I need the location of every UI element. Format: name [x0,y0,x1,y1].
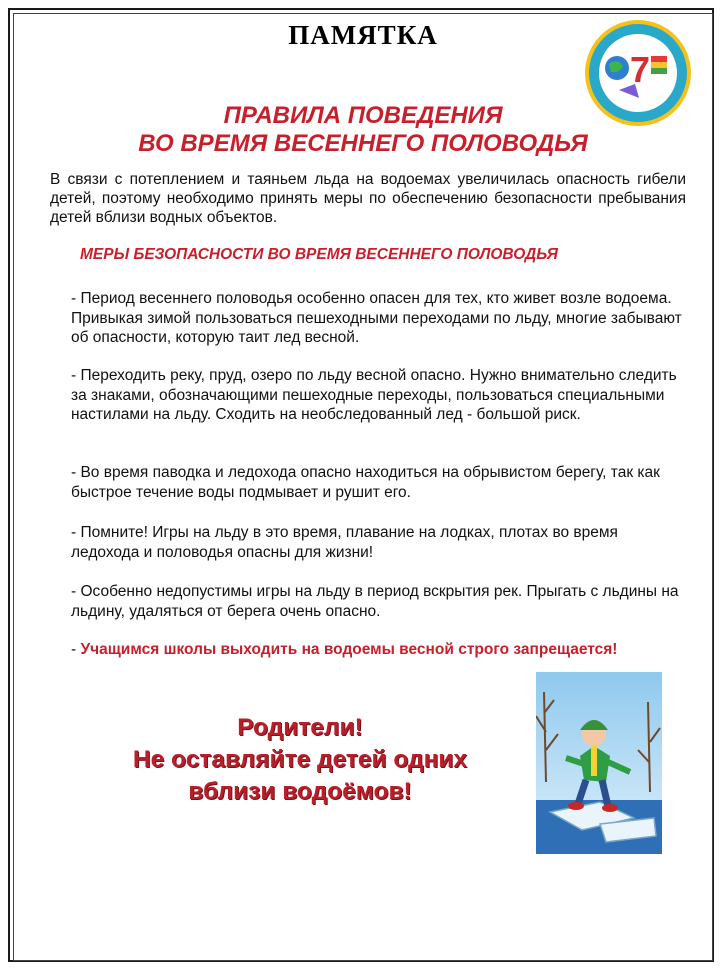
parents-appeal-line-2: Не оставляйте детей одних [132,746,468,773]
document-title: ПАМЯТКА [288,20,438,50]
rule-4: - Помните! Игры на льду в это время, плавание на лодках, плотах во время ледохода и половодья опасны для жизни! [71,524,618,561]
parents-appeal-line-1: Родители! [237,714,363,741]
warning-line [71,640,686,660]
parents-appeal [110,712,490,808]
child-on-ice-illustration [536,672,662,854]
rule-1: - Период весеннего половодья особенно опасен для тех, кто живет возле водоема. Привыкая зимой пользоваться пешеходными переходами по льду, многие забывают об опасности, которую таит лед весной. [71,290,682,346]
warning-text: Учащимся школы выходить на водоемы весной строго запрещается! [80,641,618,658]
section-heading: МЕРЫ БЕЗОПАСНОСТИ ВО ВРЕМЯ ВЕСЕННЕГО ПОЛОВОДЬЯ [80,246,558,263]
logo-number: 7 [629,49,651,90]
warning-dash: - [71,641,81,658]
parents-appeal-line-3: вблизи водоёмов! [188,778,412,805]
subtitle [60,102,666,158]
intro-paragraph: В связи с потеплением и таяньем льда на водоемах увеличилась опасность гибели детей, поэтому необходимо принять меры по обеспечению безопасности пребывания детей вблизи водных объектов. [50,171,686,226]
rule-5: - Особенно недопустимы игры на льду в период вскрытия рек. Прыгать с льдины на льдину, удаляться от берега очень опасно. [71,583,679,620]
rule-3: - Во время паводка и ледохода опасно находиться на обрывистом берегу, так как быстрое течение воды подмывает и рушит его. [71,464,660,501]
rule-2: - Переходить реку, пруд, озеро по льду весной опасно. Нужно внимательно следить за знаками, обозначающими пешеходные переходы, пользоваться специальными настилами на льду. Сходить на необследованный лед - большой риск. [71,367,677,423]
subtitle-line-1: ПРАВИЛА ПОВЕДЕНИЯ [223,102,503,129]
subtitle-line-2: ВО ВРЕМЯ ВЕСЕННЕГО ПОЛОВОДЬЯ [138,130,588,157]
